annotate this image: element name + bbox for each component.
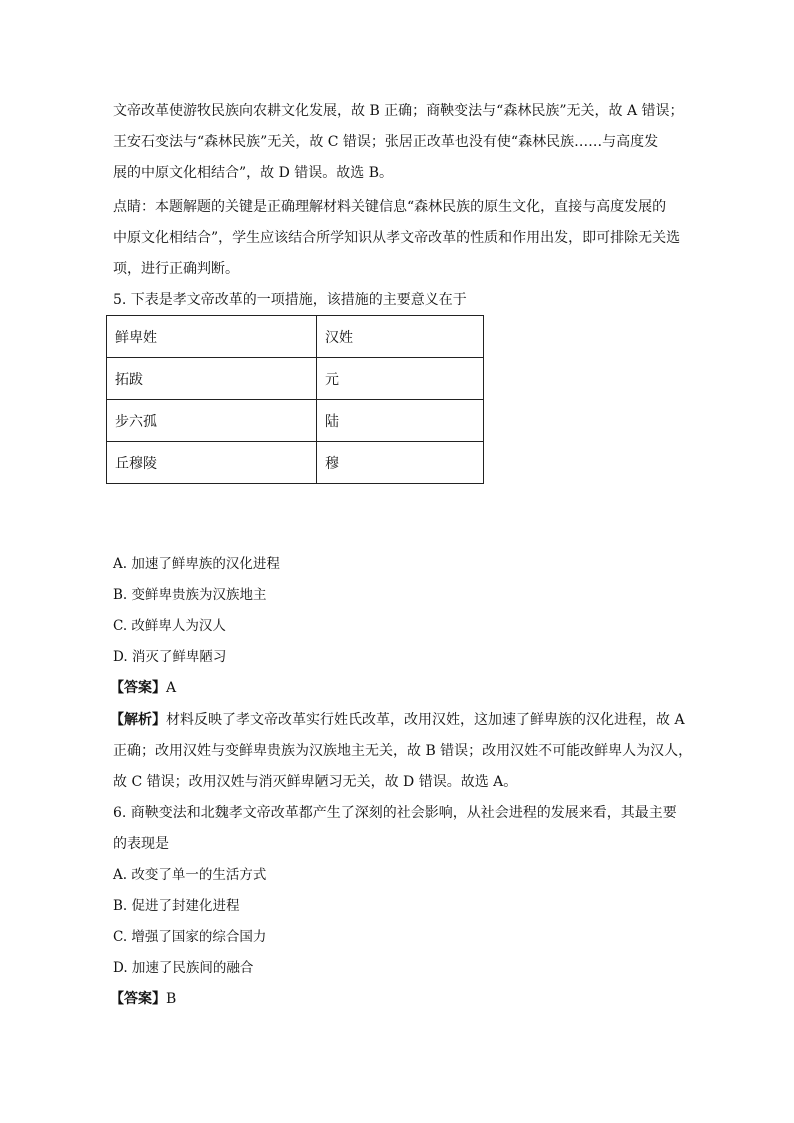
table-cell: 步六孤	[107, 400, 317, 442]
analysis-line: 正确；改用汉姓与变鲜卑贵族为汉族地主无关，故 B 错误；改用汉姓不可能改鲜卑人为汉人，	[113, 743, 693, 759]
analysis-tag: 【解析】	[110, 712, 166, 728]
paragraph-line: 中原文化相结合”，学生应该结合所学知识从孝文帝改革的性质和作用出发，即可排除无关选	[113, 230, 681, 246]
table-row	[107, 358, 484, 400]
answer-tag: 【答案】	[110, 991, 166, 1007]
option-a: A. 改变了单一的生活方式	[113, 867, 267, 883]
table-cell: 陆	[317, 400, 484, 442]
answer-value: A	[166, 680, 177, 696]
answer-line	[110, 989, 176, 1009]
paragraph-line: 点睛：本题解题的关键是正确理解材料关键信息“森林民族的原生文化，直接与高度发展的	[113, 199, 667, 215]
question-6-stem: 6. 商鞅变法和北魏孝文帝改革都产生了深刻的社会影响，从社会进程的发展来看，其最主要	[113, 805, 677, 821]
analysis-text: 材料反映了孝文帝改革实行姓氏改革，改用汉姓，这加速了鲜卑族的汉化进程，故 A	[166, 712, 685, 728]
paragraph-line: 文帝改革使游牧民族向农耕文化发展，故 B 正确；商鞅变法与“森林民族”无关，故 A 错误；	[113, 103, 684, 119]
table-cell: 丘穆陵	[107, 442, 317, 484]
paragraph-line: 展的中原文化相结合”，故 D 错误。故选 B。	[113, 165, 394, 181]
table-header-row	[107, 316, 484, 358]
table-cell: 元	[317, 358, 484, 400]
surname-table	[106, 315, 484, 484]
table-cell: 穆	[317, 442, 484, 484]
table-header-cell: 汉姓	[317, 316, 484, 358]
table-row	[107, 400, 484, 442]
option-d: D. 加速了民族间的融合	[113, 960, 254, 976]
option-b: B. 促进了封建化进程	[113, 898, 240, 914]
paragraph-line: 王安石变法与“森林民族”无关，故 C 错误；张居正改革也没有使“森林民族……与高度发	[113, 134, 659, 150]
option-b: B. 变鲜卑贵族为汉族地主	[113, 587, 267, 603]
table-cell: 拓跋	[107, 358, 317, 400]
option-c: C. 增强了国家的综合国力	[113, 929, 267, 945]
table-row	[107, 442, 484, 484]
question-6-stem: 的表现是	[113, 836, 169, 852]
table-header-cell: 鲜卑姓	[107, 316, 317, 358]
question-5-stem: 5. 下表是孝文帝改革的一项措施，该措施的主要意义在于	[113, 292, 467, 308]
answer-value: B	[166, 991, 177, 1007]
answer-tag: 【答案】	[110, 680, 166, 696]
paragraph-line: 项，进行正确判断。	[113, 261, 239, 277]
option-c: C. 改鲜卑人为汉人	[113, 618, 226, 634]
option-d: D. 消灭了鲜卑陋习	[113, 649, 227, 665]
analysis-line	[110, 710, 685, 730]
analysis-line: 故 C 错误；改用汉姓与消灭鲜卑陋习无关，故 D 错误。故选 A。	[113, 774, 518, 790]
answer-line	[110, 678, 176, 698]
option-a: A. 加速了鲜卑族的汉化进程	[113, 556, 280, 572]
